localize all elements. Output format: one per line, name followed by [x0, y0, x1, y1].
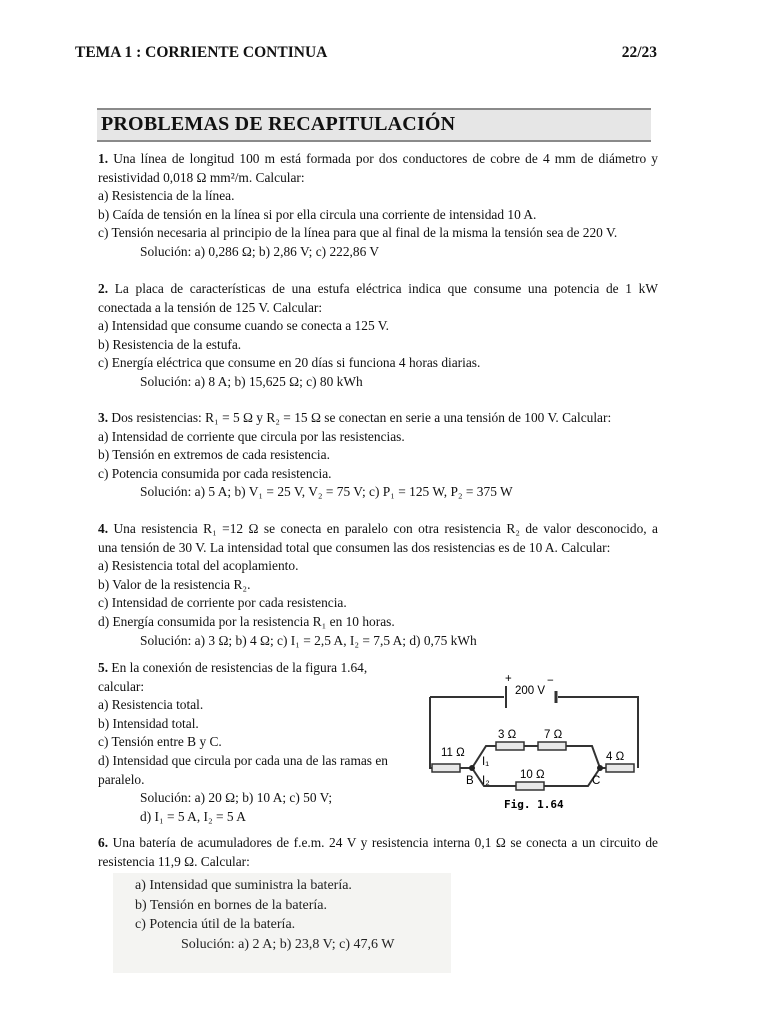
- problem-3: [98, 409, 658, 502]
- problem-solution-continued: d) I₁ = 5 A, I₂ = 5 A: [140, 808, 246, 824]
- page-number: 22/23: [621, 44, 657, 61]
- resistor-3-ohm: [496, 742, 524, 750]
- problem-number: 5.: [98, 660, 109, 675]
- problem-number: 1.: [98, 151, 109, 166]
- battery-minus-sign: −: [547, 675, 554, 687]
- problem-statement-line: calcular:: [98, 678, 145, 694]
- problem-item: c) Potencia útil de la batería.: [135, 917, 296, 933]
- resistor-11-ohm: [432, 764, 460, 772]
- problem-item: a) Resistencia total.: [98, 697, 204, 713]
- resistor-7-ohm: [538, 742, 566, 750]
- problem-item: c) Intensidad de corriente por cada resistencia.: [98, 595, 347, 611]
- problem-6: [98, 834, 658, 973]
- problem-5: [98, 659, 403, 826]
- problem-statement-line: Dos resistencias: R₁ = 5 Ω y R₂ = 15 Ω se conectan en serie a una tensión de 100 V. Calcular:: [111, 410, 612, 425]
- figure-caption: Fig. 1.64: [504, 798, 564, 811]
- problem-statement-line: Una línea de longitud 100 m está formada por dos conductores de cobre de 4 mm de diámetro y: [113, 151, 658, 166]
- problem-item: b) Caída de tensión en la línea si por ella circula una corriente de intensidad 10 A.: [98, 206, 537, 222]
- problem-item: d) Energía consumida por la resistencia R₁ en 10 horas.: [98, 613, 395, 629]
- problem-item: a) Intensidad de corriente que circula por las resistencias.: [98, 428, 405, 444]
- problem-solution: Solución: a) 5 A; b) V₁ = 25 V, V₂ = 75 V; c) P₁ = 125 W, P₂ = 375 W: [140, 484, 513, 500]
- problem-item: a) Resistencia total del acoplamiento.: [98, 558, 299, 574]
- problem-item: c) Tensión necesaria al principio de la línea para que al final de la misma la tensión sea de 220 V.: [98, 225, 618, 241]
- problem-item: b) Tensión en bornes de la batería.: [135, 897, 327, 913]
- circuit-figure: [420, 672, 650, 817]
- problem-item: b) Resistencia de la estufa.: [98, 336, 242, 352]
- problem-2: [98, 280, 658, 392]
- problem-solution: Solución: a) 20 Ω; b) 10 A; c) 50 V;: [140, 790, 333, 806]
- section-banner: [97, 108, 651, 142]
- resistor-10-ohm: [516, 782, 544, 790]
- node-b-dot: [469, 765, 475, 771]
- problem-solution: Solución: a) 0,286 Ω; b) 2,86 V; c) 222,86 V: [140, 243, 380, 259]
- resistor-label: 10 Ω: [520, 769, 545, 781]
- current-label: I₁: [482, 756, 490, 768]
- problem-1: [98, 150, 658, 262]
- problem-number: 4.: [98, 521, 109, 536]
- section-title: PROBLEMAS DE RECAPITULACIÓN: [101, 113, 456, 135]
- resistor-label: 3 Ω: [498, 729, 517, 741]
- page-header: [75, 44, 657, 66]
- problem-statement-line: resistividad 0,018 Ω mm²/m. Calcular:: [98, 169, 305, 185]
- source-voltage-label: 200 V: [515, 685, 546, 697]
- problem-statement-line: En la conexión de resistencias de la figura 1.64,: [111, 660, 368, 675]
- node-b-label: B: [466, 775, 474, 787]
- chapter-title: TEMA 1 : CORRIENTE CONTINUA: [75, 44, 328, 61]
- problem-item: a) Intensidad que consume cuando se conecta a 125 V.: [98, 318, 390, 334]
- problem-item: a) Intensidad que suministra la batería.: [135, 878, 352, 894]
- problem-statement-line: Una resistencia R₁ =12 Ω se conecta en paralelo con otra resistencia R₂ de valor desconocido, a: [113, 521, 658, 536]
- problem-item: d) Intensidad que circula por cada una de las ramas en: [98, 752, 389, 768]
- problem-item: b) Intensidad total.: [98, 715, 199, 731]
- problem-item: c) Tensión entre B y C.: [98, 734, 222, 750]
- problem-item: paralelo.: [98, 771, 145, 787]
- problem-statement-line: conectada a la tensión de 125 V. Calcular:: [98, 299, 323, 315]
- problem-4: [98, 520, 658, 650]
- problem-statement-line: La placa de características de una estufa eléctrica indica que consume una potencia de 1 kW: [114, 281, 658, 296]
- current-label: I₂: [482, 775, 490, 787]
- problem-item: b) Tensión en extremos de cada resistencia.: [98, 447, 330, 463]
- problem-solution: Solución: a) 3 Ω; b) 4 Ω; c) I₁ = 2,5 A, I₂ = 7,5 A; d) 0,75 kWh: [140, 632, 477, 648]
- problem-solution: Solución: a) 2 A; b) 23,8 V; c) 47,6 W: [181, 936, 395, 952]
- resistor-label: 4 Ω: [606, 751, 625, 763]
- node-c-label: C: [592, 775, 601, 787]
- resistor-4-ohm: [606, 764, 634, 772]
- problem-item: c) Potencia consumida por cada resistencia.: [98, 465, 332, 481]
- problem-item: b) Valor de la resistencia R₂.: [98, 576, 251, 592]
- problem-number: 6.: [98, 835, 109, 850]
- problem-statement-line: Una batería de acumuladores de f.e.m. 24 V y resistencia interna 0,1 Ω se conecta a un circuito de: [112, 835, 658, 850]
- node-c-dot: [597, 765, 603, 771]
- scanned-insert: [113, 873, 451, 973]
- problem-item: c) Energía eléctrica que consume en 20 días si funciona 4 horas diarias.: [98, 355, 481, 371]
- battery-plus-sign: +: [505, 673, 512, 685]
- problem-number: 2.: [98, 281, 109, 296]
- resistor-label: 11 Ω: [441, 747, 465, 759]
- problem-solution: Solución: a) 8 A; b) 15,625 Ω; c) 80 kWh: [140, 373, 363, 389]
- problem-statement-line: una tensión de 30 V. La intensidad total que consumen las dos resistencias es de 10 A. Calcular:: [98, 539, 611, 555]
- problem-item: a) Resistencia de la línea.: [98, 188, 235, 204]
- problem-statement-line: resistencia 11,9 Ω. Calcular:: [98, 853, 250, 869]
- resistor-label: 7 Ω: [544, 729, 563, 741]
- problem-number: 3.: [98, 410, 109, 425]
